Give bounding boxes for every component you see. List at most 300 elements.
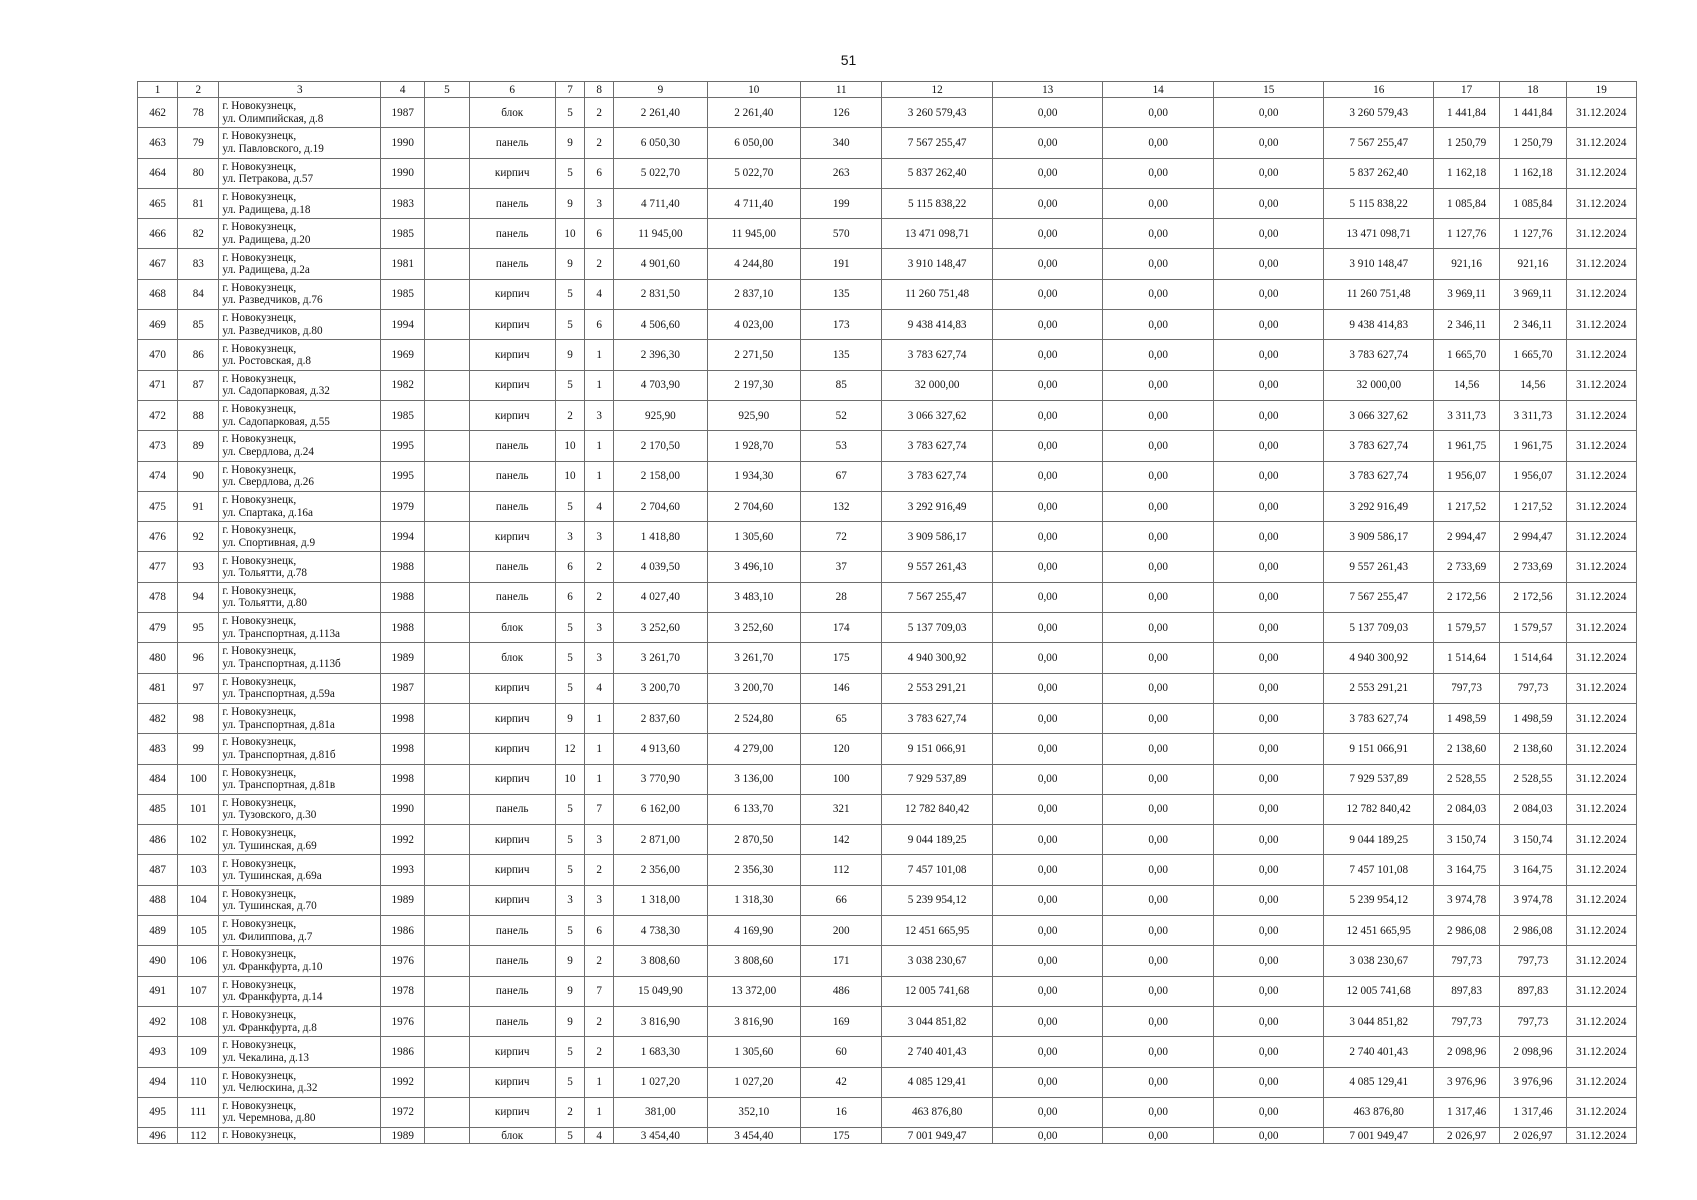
address bbox=[219, 340, 381, 370]
table-row bbox=[138, 673, 1637, 703]
total-area: 4 027,40 bbox=[614, 582, 707, 612]
total-area: 2 837,60 bbox=[614, 703, 707, 733]
max-unit-cost: 797,73 bbox=[1500, 1006, 1566, 1036]
unit-cost: 1 217,52 bbox=[1433, 491, 1499, 521]
cost-column-13: 0,00 bbox=[992, 613, 1103, 643]
district-row-number: 109 bbox=[178, 1037, 219, 1067]
year-built: 1998 bbox=[381, 734, 425, 764]
year-built: 1989 bbox=[381, 1128, 425, 1144]
year-built: 1986 bbox=[381, 916, 425, 946]
residential-area: 4 169,90 bbox=[707, 916, 800, 946]
row-number: 496 bbox=[138, 1128, 178, 1144]
owner-funds: 7 457 101,08 bbox=[1324, 855, 1434, 885]
column-5 bbox=[425, 1037, 469, 1067]
residents: 263 bbox=[801, 158, 882, 188]
cost-column-14: 0,00 bbox=[1103, 855, 1214, 885]
total-cost: 12 451 665,95 bbox=[882, 916, 993, 946]
cost-column-14: 0,00 bbox=[1103, 370, 1214, 400]
floors: 5 bbox=[555, 1067, 584, 1097]
owner-funds: 463 876,80 bbox=[1324, 1097, 1434, 1127]
unit-cost: 1 162,18 bbox=[1433, 158, 1499, 188]
owner-funds: 9 557 261,43 bbox=[1324, 552, 1434, 582]
column-header-1: 1 bbox=[138, 82, 178, 98]
cost-column-13: 0,00 bbox=[992, 461, 1103, 491]
address-street: ул. Франкфурта, д.10 bbox=[222, 960, 323, 973]
row-number: 495 bbox=[138, 1097, 178, 1127]
address bbox=[219, 219, 381, 249]
table-row bbox=[138, 582, 1637, 612]
column-header-14: 14 bbox=[1103, 82, 1214, 98]
district-row-number: 81 bbox=[178, 188, 219, 218]
unit-cost: 2 528,55 bbox=[1433, 764, 1499, 794]
address-street: ул. Транспортная, д.113б bbox=[222, 657, 341, 670]
table-row bbox=[138, 461, 1637, 491]
address-street: ул. Олимпийская, д.8 bbox=[222, 112, 324, 125]
column-5 bbox=[425, 825, 469, 855]
max-unit-cost: 14,56 bbox=[1500, 370, 1566, 400]
cost-column-15: 0,00 bbox=[1213, 673, 1324, 703]
residents: 132 bbox=[801, 491, 882, 521]
address bbox=[219, 582, 381, 612]
year-built: 1994 bbox=[381, 522, 425, 552]
cost-column-14: 0,00 bbox=[1103, 734, 1214, 764]
address-street: ул. Черемнова, д.80 bbox=[222, 1112, 316, 1125]
cost-column-13: 0,00 bbox=[992, 522, 1103, 552]
address-street: ул. Транспортная, д.59а bbox=[222, 688, 335, 701]
max-unit-cost: 1 441,84 bbox=[1500, 98, 1566, 128]
cost-column-14: 0,00 bbox=[1103, 764, 1214, 794]
cost-column-15: 0,00 bbox=[1213, 98, 1324, 128]
address-street: ул. Садопарковая, д.55 bbox=[222, 415, 330, 428]
total-area: 1 027,20 bbox=[614, 1067, 707, 1097]
cost-column-14: 0,00 bbox=[1103, 552, 1214, 582]
address-city: г. Новокузнецк, bbox=[222, 160, 297, 173]
owner-funds: 7 929 537,89 bbox=[1324, 764, 1434, 794]
cost-column-14: 0,00 bbox=[1103, 310, 1214, 340]
floors: 6 bbox=[555, 582, 584, 612]
deadline: 31.12.2024 bbox=[1566, 703, 1636, 733]
max-unit-cost: 1 317,46 bbox=[1500, 1097, 1566, 1127]
floors: 9 bbox=[555, 128, 584, 158]
total-area: 4 039,50 bbox=[614, 552, 707, 582]
unit-cost: 1 956,07 bbox=[1433, 461, 1499, 491]
cost-column-15: 0,00 bbox=[1213, 764, 1324, 794]
entrances: 4 bbox=[585, 673, 614, 703]
address bbox=[219, 825, 381, 855]
address-street: ул. Свердлова, д.24 bbox=[222, 445, 314, 458]
row-number: 473 bbox=[138, 431, 178, 461]
entrances: 3 bbox=[585, 400, 614, 430]
cost-column-13: 0,00 bbox=[992, 1097, 1103, 1127]
residential-area: 1 928,70 bbox=[707, 431, 800, 461]
cost-column-13: 0,00 bbox=[992, 340, 1103, 370]
column-5 bbox=[425, 764, 469, 794]
residents: 65 bbox=[801, 703, 882, 733]
residents: 171 bbox=[801, 946, 882, 976]
column-5 bbox=[425, 1006, 469, 1036]
cost-column-14: 0,00 bbox=[1103, 158, 1214, 188]
residents: 169 bbox=[801, 1006, 882, 1036]
residential-area: 6 133,70 bbox=[707, 794, 800, 824]
year-built: 1990 bbox=[381, 794, 425, 824]
floors: 6 bbox=[555, 552, 584, 582]
max-unit-cost: 2 172,56 bbox=[1500, 582, 1566, 612]
cost-column-15: 0,00 bbox=[1213, 1067, 1324, 1097]
floors: 5 bbox=[555, 673, 584, 703]
entrances: 1 bbox=[585, 1097, 614, 1127]
unit-cost: 3 150,74 bbox=[1433, 825, 1499, 855]
cost-column-13: 0,00 bbox=[992, 764, 1103, 794]
year-built: 1985 bbox=[381, 279, 425, 309]
deadline: 31.12.2024 bbox=[1566, 825, 1636, 855]
address-city: г. Новокузнецк, bbox=[222, 827, 297, 840]
floors: 3 bbox=[555, 522, 584, 552]
row-number: 486 bbox=[138, 825, 178, 855]
residential-area: 2 524,80 bbox=[707, 703, 800, 733]
cost-column-13: 0,00 bbox=[992, 1128, 1103, 1144]
max-unit-cost: 1 665,70 bbox=[1500, 340, 1566, 370]
district-row-number: 83 bbox=[178, 249, 219, 279]
address-street: ул. Транспортная, д.81б bbox=[222, 748, 336, 761]
year-built: 1978 bbox=[381, 976, 425, 1006]
address bbox=[219, 128, 381, 158]
residential-area: 5 022,70 bbox=[707, 158, 800, 188]
wall-material: панель bbox=[469, 219, 555, 249]
floors: 12 bbox=[555, 734, 584, 764]
deadline: 31.12.2024 bbox=[1566, 764, 1636, 794]
cost-column-13: 0,00 bbox=[992, 643, 1103, 673]
owner-funds: 9 044 189,25 bbox=[1324, 825, 1434, 855]
address bbox=[219, 1037, 381, 1067]
address bbox=[219, 188, 381, 218]
owner-funds: 3 783 627,74 bbox=[1324, 461, 1434, 491]
max-unit-cost: 797,73 bbox=[1500, 673, 1566, 703]
address-street: ул. Разведчиков, д.80 bbox=[222, 324, 323, 337]
total-cost: 3 044 851,82 bbox=[882, 1006, 993, 1036]
total-area: 2 871,00 bbox=[614, 825, 707, 855]
max-unit-cost: 3 969,11 bbox=[1500, 279, 1566, 309]
column-header-11: 11 bbox=[801, 82, 882, 98]
district-row-number: 94 bbox=[178, 582, 219, 612]
floors: 9 bbox=[555, 249, 584, 279]
total-area: 4 738,30 bbox=[614, 916, 707, 946]
row-number: 466 bbox=[138, 219, 178, 249]
address-city: г. Новокузнецк, bbox=[222, 1069, 297, 1082]
year-built: 1988 bbox=[381, 582, 425, 612]
residents: 321 bbox=[801, 794, 882, 824]
cost-column-15: 0,00 bbox=[1213, 522, 1324, 552]
owner-funds: 4 940 300,92 bbox=[1324, 643, 1434, 673]
address-city: г. Новокузнецк, bbox=[222, 675, 297, 688]
address-street: ул. Ростовская, д.8 bbox=[222, 355, 312, 368]
entrances: 1 bbox=[585, 340, 614, 370]
unit-cost: 3 311,73 bbox=[1433, 400, 1499, 430]
unit-cost: 1 514,64 bbox=[1433, 643, 1499, 673]
table-row bbox=[138, 491, 1637, 521]
district-row-number: 91 bbox=[178, 491, 219, 521]
cost-column-13: 0,00 bbox=[992, 370, 1103, 400]
row-number: 494 bbox=[138, 1067, 178, 1097]
cost-column-15: 0,00 bbox=[1213, 825, 1324, 855]
entrances: 3 bbox=[585, 825, 614, 855]
address-street: ул. Радищева, д.18 bbox=[222, 203, 311, 216]
cost-column-15: 0,00 bbox=[1213, 643, 1324, 673]
cost-column-15: 0,00 bbox=[1213, 279, 1324, 309]
floors: 9 bbox=[555, 976, 584, 1006]
total-cost: 5 837 262,40 bbox=[882, 158, 993, 188]
wall-material: кирпич bbox=[469, 764, 555, 794]
deadline: 31.12.2024 bbox=[1566, 461, 1636, 491]
cost-column-14: 0,00 bbox=[1103, 491, 1214, 521]
address-street: ул. Транспортная, д.113а bbox=[222, 627, 341, 640]
cost-column-15: 0,00 bbox=[1213, 552, 1324, 582]
district-row-number: 112 bbox=[178, 1128, 219, 1144]
floors: 2 bbox=[555, 1097, 584, 1127]
address-street: ул. Филиппова, д.7 bbox=[222, 930, 313, 943]
deadline: 31.12.2024 bbox=[1566, 613, 1636, 643]
unit-cost: 2 346,11 bbox=[1433, 310, 1499, 340]
deadline: 31.12.2024 bbox=[1566, 582, 1636, 612]
district-row-number: 102 bbox=[178, 825, 219, 855]
unit-cost: 2 733,69 bbox=[1433, 552, 1499, 582]
residential-area: 352,10 bbox=[707, 1097, 800, 1127]
residential-area: 3 252,60 bbox=[707, 613, 800, 643]
cost-column-15: 0,00 bbox=[1213, 370, 1324, 400]
column-5 bbox=[425, 643, 469, 673]
address-street: ул. Спортивная, д.9 bbox=[222, 536, 316, 549]
year-built: 1972 bbox=[381, 1097, 425, 1127]
residents: 135 bbox=[801, 340, 882, 370]
owner-funds: 4 085 129,41 bbox=[1324, 1067, 1434, 1097]
total-cost: 7 567 255,47 bbox=[882, 128, 993, 158]
entrances: 7 bbox=[585, 976, 614, 1006]
column-header-2: 2 bbox=[178, 82, 219, 98]
table-row bbox=[138, 1067, 1637, 1097]
cost-column-13: 0,00 bbox=[992, 431, 1103, 461]
unit-cost: 1 665,70 bbox=[1433, 340, 1499, 370]
row-number: 480 bbox=[138, 643, 178, 673]
floors: 5 bbox=[555, 98, 584, 128]
max-unit-cost: 2 986,08 bbox=[1500, 916, 1566, 946]
entrances: 3 bbox=[585, 522, 614, 552]
cost-column-13: 0,00 bbox=[992, 219, 1103, 249]
address-city: г. Новокузнецк, bbox=[222, 191, 297, 204]
address-street: ул. Петракова, д.57 bbox=[222, 173, 314, 186]
residents: 199 bbox=[801, 188, 882, 218]
unit-cost: 1 579,57 bbox=[1433, 613, 1499, 643]
floors: 5 bbox=[555, 158, 584, 188]
cost-column-15: 0,00 bbox=[1213, 461, 1324, 491]
residential-area: 3 200,70 bbox=[707, 673, 800, 703]
year-built: 1986 bbox=[381, 1037, 425, 1067]
max-unit-cost: 2 084,03 bbox=[1500, 794, 1566, 824]
max-unit-cost: 1 498,59 bbox=[1500, 703, 1566, 733]
address bbox=[219, 1067, 381, 1097]
cost-column-13: 0,00 bbox=[992, 128, 1103, 158]
address-street: ул. Тольятти, д.78 bbox=[222, 567, 307, 580]
table-row bbox=[138, 98, 1637, 128]
address bbox=[219, 1128, 381, 1144]
floors: 5 bbox=[555, 916, 584, 946]
total-cost: 5 137 709,03 bbox=[882, 613, 993, 643]
cost-column-13: 0,00 bbox=[992, 1006, 1103, 1036]
deadline: 31.12.2024 bbox=[1566, 794, 1636, 824]
district-row-number: 95 bbox=[178, 613, 219, 643]
residential-area: 1 027,20 bbox=[707, 1067, 800, 1097]
owner-funds: 7 567 255,47 bbox=[1324, 128, 1434, 158]
floors: 5 bbox=[555, 491, 584, 521]
residents: 37 bbox=[801, 552, 882, 582]
cost-column-13: 0,00 bbox=[992, 1037, 1103, 1067]
district-row-number: 80 bbox=[178, 158, 219, 188]
wall-material: панель bbox=[469, 461, 555, 491]
address-city: г. Новокузнецк, bbox=[222, 645, 297, 658]
cost-column-15: 0,00 bbox=[1213, 734, 1324, 764]
deadline: 31.12.2024 bbox=[1566, 188, 1636, 218]
address bbox=[219, 522, 381, 552]
address-city: г. Новокузнецк, bbox=[222, 1009, 297, 1022]
table-row bbox=[138, 613, 1637, 643]
address bbox=[219, 431, 381, 461]
deadline: 31.12.2024 bbox=[1566, 855, 1636, 885]
district-row-number: 89 bbox=[178, 431, 219, 461]
total-cost: 3 909 586,17 bbox=[882, 522, 993, 552]
cost-column-13: 0,00 bbox=[992, 188, 1103, 218]
wall-material: кирпич bbox=[469, 340, 555, 370]
total-cost: 9 044 189,25 bbox=[882, 825, 993, 855]
max-unit-cost: 3 311,73 bbox=[1500, 400, 1566, 430]
column-5 bbox=[425, 431, 469, 461]
address bbox=[219, 613, 381, 643]
district-row-number: 98 bbox=[178, 703, 219, 733]
owner-funds: 2 740 401,43 bbox=[1324, 1037, 1434, 1067]
residential-area: 4 244,80 bbox=[707, 249, 800, 279]
entrances: 2 bbox=[585, 1037, 614, 1067]
deadline: 31.12.2024 bbox=[1566, 1097, 1636, 1127]
column-header-7: 7 bbox=[555, 82, 584, 98]
cost-column-15: 0,00 bbox=[1213, 582, 1324, 612]
max-unit-cost: 2 346,11 bbox=[1500, 310, 1566, 340]
cost-column-13: 0,00 bbox=[992, 400, 1103, 430]
residents: 340 bbox=[801, 128, 882, 158]
address-city: г. Новокузнецк, bbox=[222, 887, 297, 900]
total-cost: 7 567 255,47 bbox=[882, 582, 993, 612]
unit-cost: 1 498,59 bbox=[1433, 703, 1499, 733]
address-street: ул. Радищева, д.2а bbox=[222, 264, 310, 277]
total-area: 3 252,60 bbox=[614, 613, 707, 643]
column-header-19: 19 bbox=[1566, 82, 1636, 98]
address-city: г. Новокузнецк, bbox=[222, 584, 297, 597]
cost-column-15: 0,00 bbox=[1213, 976, 1324, 1006]
wall-material: панель bbox=[469, 582, 555, 612]
address-city: г. Новокузнецк, bbox=[222, 494, 297, 506]
max-unit-cost: 1 579,57 bbox=[1500, 613, 1566, 643]
page-number: 51 bbox=[840, 52, 857, 68]
unit-cost: 3 974,78 bbox=[1433, 885, 1499, 915]
cost-column-14: 0,00 bbox=[1103, 249, 1214, 279]
address-city: г. Новокузнецк, bbox=[222, 918, 297, 931]
address bbox=[219, 794, 381, 824]
total-area: 3 200,70 bbox=[614, 673, 707, 703]
column-number-row bbox=[138, 82, 1637, 98]
table-row bbox=[138, 188, 1637, 218]
address-street: ул. Тушинская, д.69а bbox=[222, 870, 322, 883]
floors: 10 bbox=[555, 764, 584, 794]
cost-column-14: 0,00 bbox=[1103, 673, 1214, 703]
max-unit-cost: 2 138,60 bbox=[1500, 734, 1566, 764]
deadline: 31.12.2024 bbox=[1566, 158, 1636, 188]
cost-column-15: 0,00 bbox=[1213, 128, 1324, 158]
wall-material: кирпич bbox=[469, 1037, 555, 1067]
year-built: 1992 bbox=[381, 1067, 425, 1097]
address-street: ул. Чекалина, д.13 bbox=[222, 1051, 310, 1064]
max-unit-cost: 3 974,78 bbox=[1500, 885, 1566, 915]
cost-column-15: 0,00 bbox=[1213, 1128, 1324, 1144]
residential-area: 11 945,00 bbox=[707, 219, 800, 249]
address-street: ул. Спартака, д.16а bbox=[222, 506, 313, 519]
address-city: г. Новокузнецк, bbox=[222, 221, 297, 234]
address-city: г. Новокузнецк, bbox=[222, 281, 297, 294]
district-row-number: 101 bbox=[178, 794, 219, 824]
column-5 bbox=[425, 734, 469, 764]
wall-material: панель bbox=[469, 128, 555, 158]
column-5 bbox=[425, 522, 469, 552]
unit-cost: 1 250,79 bbox=[1433, 128, 1499, 158]
year-built: 1981 bbox=[381, 249, 425, 279]
row-number: 487 bbox=[138, 855, 178, 885]
floors: 5 bbox=[555, 1037, 584, 1067]
wall-material: панель bbox=[469, 431, 555, 461]
district-row-number: 90 bbox=[178, 461, 219, 491]
max-unit-cost: 1 514,64 bbox=[1500, 643, 1566, 673]
year-built: 1985 bbox=[381, 400, 425, 430]
address-city: г. Новокузнецк, bbox=[222, 100, 297, 113]
table-row bbox=[138, 1128, 1637, 1144]
table-row bbox=[138, 310, 1637, 340]
total-cost: 13 471 098,71 bbox=[882, 219, 993, 249]
max-unit-cost: 2 098,96 bbox=[1500, 1037, 1566, 1067]
cost-column-15: 0,00 bbox=[1213, 219, 1324, 249]
total-area: 3 816,90 bbox=[614, 1006, 707, 1036]
max-unit-cost: 1 217,52 bbox=[1500, 491, 1566, 521]
floors: 5 bbox=[555, 310, 584, 340]
district-row-number: 103 bbox=[178, 855, 219, 885]
address-city: г. Новокузнецк, bbox=[222, 948, 297, 961]
year-built: 1998 bbox=[381, 764, 425, 794]
column-5 bbox=[425, 855, 469, 885]
max-unit-cost: 921,16 bbox=[1500, 249, 1566, 279]
total-area: 6 050,30 bbox=[614, 128, 707, 158]
cost-column-15: 0,00 bbox=[1213, 703, 1324, 733]
deadline: 31.12.2024 bbox=[1566, 340, 1636, 370]
residents: 146 bbox=[801, 673, 882, 703]
entrances: 2 bbox=[585, 582, 614, 612]
residential-area: 2 261,40 bbox=[707, 98, 800, 128]
total-cost: 5 115 838,22 bbox=[882, 188, 993, 218]
entrances: 2 bbox=[585, 249, 614, 279]
owner-funds: 3 038 230,67 bbox=[1324, 946, 1434, 976]
floors: 10 bbox=[555, 219, 584, 249]
column-5 bbox=[425, 128, 469, 158]
row-number: 469 bbox=[138, 310, 178, 340]
deadline: 31.12.2024 bbox=[1566, 1006, 1636, 1036]
residents: 175 bbox=[801, 643, 882, 673]
max-unit-cost: 1 956,07 bbox=[1500, 461, 1566, 491]
residents: 486 bbox=[801, 976, 882, 1006]
address bbox=[219, 1006, 381, 1036]
district-row-number: 99 bbox=[178, 734, 219, 764]
wall-material: кирпич bbox=[469, 825, 555, 855]
